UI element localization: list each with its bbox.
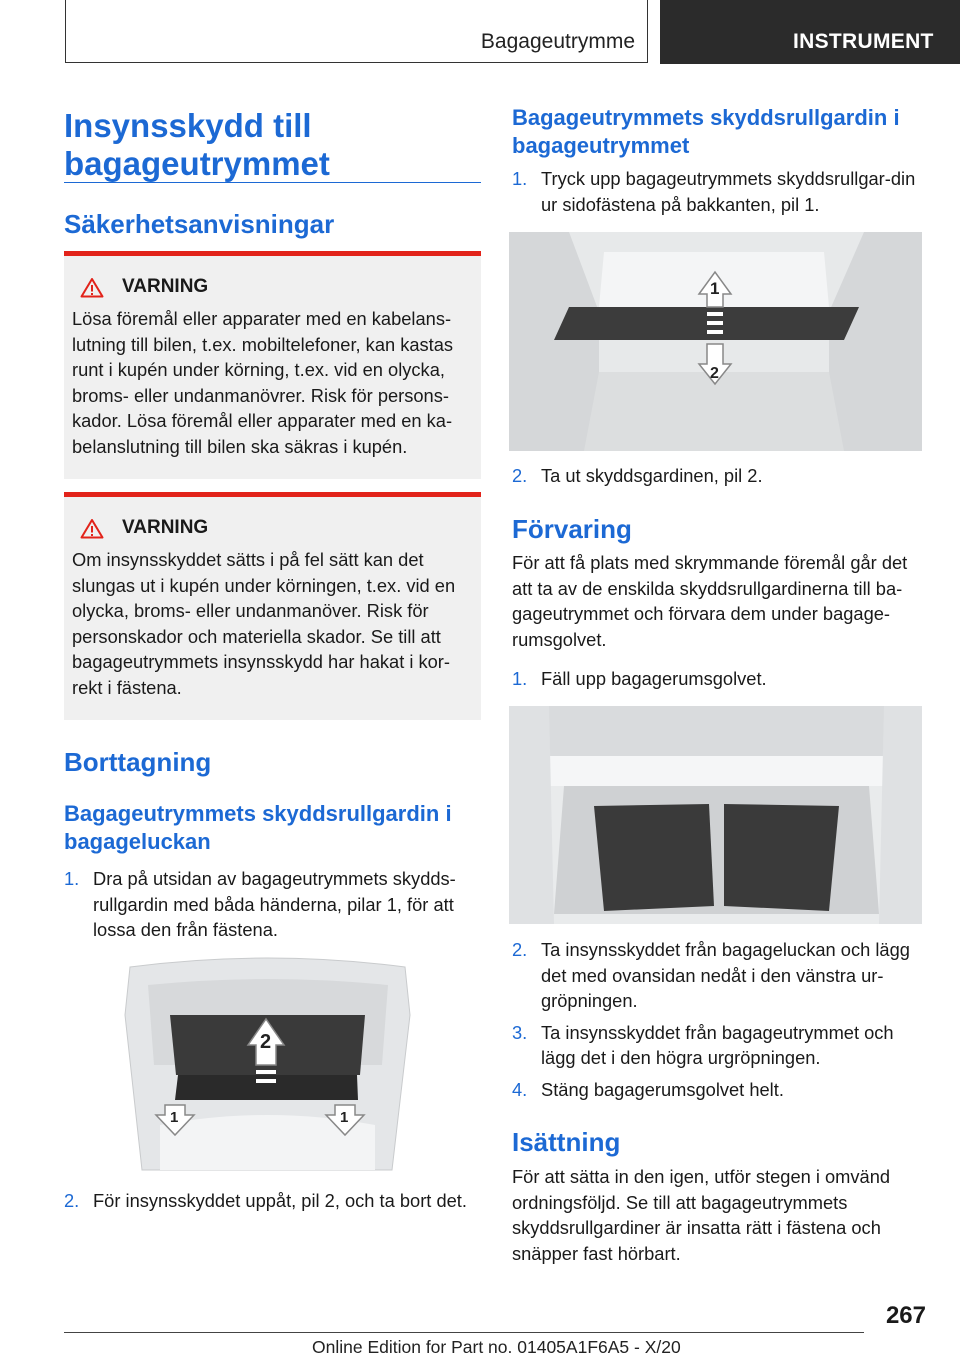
step-text: Ta insynsskyddet från bagageluckan och lägg det med ovansidan nedåt i den vänstra ur-gröpningen. xyxy=(541,939,910,1011)
step-text: Ta insynsskyddet från bagageutrymmet och lägg det i den högra urgröpningen. xyxy=(541,1021,894,1068)
step-text: Stäng bagagerumsgolvet helt. xyxy=(541,1078,784,1100)
warning-text: Om insynsskyddet sätts i på fel sätt kan det slungas ut i kupén under körningen, t.ex. vid en olycka, broms- eller undanmanöver. Risk för personskador och materiella skador. Se till att bagageutrymmets insynsskydd har hakat i kor-rekt i fästena. xyxy=(72,549,456,698)
tailgate-drawing xyxy=(120,955,415,1175)
warning-triangle-icon xyxy=(80,277,104,298)
storage-heading: Förvaring xyxy=(512,514,632,544)
step-number: 2. xyxy=(512,939,528,960)
list-item xyxy=(512,666,930,692)
warning-title xyxy=(80,517,473,539)
warning-box-1 xyxy=(64,251,481,479)
header-tab xyxy=(660,0,960,64)
step-number: 1. xyxy=(64,868,80,889)
step-text: Tryck upp bagageutrymmets skyddsrullgar-din ur sidofästena på bakkanten, pil 1. xyxy=(541,168,916,215)
step-number: 4. xyxy=(512,1078,528,1100)
left-sub-heading: Bagageutrymmets skyddsrullgardin i bagageluckan xyxy=(64,801,452,854)
header-tab-label: INSTRUMENT xyxy=(793,30,934,53)
list-item xyxy=(64,866,481,943)
title-rule xyxy=(64,182,481,183)
right-sub-heading: Bagageutrymmets skyddsrullgardin i bagageutrymmet xyxy=(512,105,900,158)
edition-text: Online Edition for Part no. 01405A1F6A5 - X/20 xyxy=(312,1337,681,1357)
list-item xyxy=(512,1077,930,1103)
right-steps-c xyxy=(512,937,930,1102)
left-steps-1 xyxy=(64,866,481,943)
page-title: Insynsskydd till bagageutrymmet xyxy=(64,107,330,182)
header-section-title: Bagageutrymme xyxy=(480,30,635,53)
warning-label: VARNING xyxy=(122,276,209,297)
right-steps-b xyxy=(512,666,930,692)
left-steps-2 xyxy=(64,1188,481,1214)
list-item xyxy=(512,1020,930,1071)
warning-title xyxy=(80,276,473,298)
page-number: 267 xyxy=(885,1302,926,1329)
step-number: 3. xyxy=(512,1021,528,1043)
warning-triangle-icon xyxy=(80,518,104,539)
image-label: 2 xyxy=(710,365,719,382)
warning-box-2 xyxy=(64,492,481,720)
step-text: Fäll upp bagagerumsgolvet. xyxy=(541,668,767,689)
image-label: 1 xyxy=(340,1109,349,1126)
step-text: Ta ut skyddsgardinen, pil 2. xyxy=(541,465,763,486)
removal-heading: Borttagning xyxy=(64,747,212,777)
warning-text: Lösa föremål eller apparater med en kabelans-lutning till bilen, t.ex. mobiltelefoner, kan kastas runt i kupén under körning, t.ex. vid en olycka, broms- eller undanmanövrer. Risk för persons-kador. Lösa föremål eller apparater med en ka-belanslutning till bilen ska säkras i kupén. xyxy=(72,308,454,457)
safety-heading: Säkerhetsanvisningar xyxy=(64,209,335,239)
cargo-cover-drawing xyxy=(509,232,922,451)
tailgate-illustration xyxy=(120,955,415,1175)
underfloor-storage-illustration xyxy=(509,706,922,924)
step-text: För insynsskyddet uppåt, pil 2, och ta bort det. xyxy=(93,1190,467,1211)
image-label: 1 xyxy=(170,1109,179,1126)
step-number: 2. xyxy=(512,465,528,486)
right-steps-a2 xyxy=(512,463,930,489)
insert-text: För att sätta in den igen, utför stegen i omvänd ordningsföljd. Se till att bagageutrymmets skyddsrullgardiner är insatta rätt i fästena och snäpper fast hörbart. xyxy=(512,1166,891,1264)
underfloor-storage-drawing xyxy=(509,706,922,924)
step-number: 2. xyxy=(64,1190,80,1211)
list-item xyxy=(64,1188,481,1214)
insert-heading: Isättning xyxy=(512,1127,621,1157)
list-item xyxy=(512,463,930,489)
image-label: 2 xyxy=(260,1031,272,1053)
step-text: Dra på utsidan av bagageutrymmets skydds-rullgardin med båda händerna, pilar 1, för att lossa den från fästena. xyxy=(93,868,456,940)
footer-rule xyxy=(64,1332,864,1333)
right-steps-a1 xyxy=(512,166,930,217)
cargo-cover-illustration xyxy=(509,232,922,451)
warning-label: VARNING xyxy=(122,517,209,538)
list-item xyxy=(512,937,930,1014)
storage-text: För att få plats med skrymmande föremål går det att ta av de enskilda skyddsrullgardinerna till ba-gageutrymmet och förvara dem under bagage-rumsgolvet. xyxy=(512,552,908,650)
step-number: 1. xyxy=(512,668,528,689)
image-label: 1 xyxy=(710,279,720,298)
step-number: 1. xyxy=(512,168,528,189)
list-item xyxy=(512,166,930,217)
